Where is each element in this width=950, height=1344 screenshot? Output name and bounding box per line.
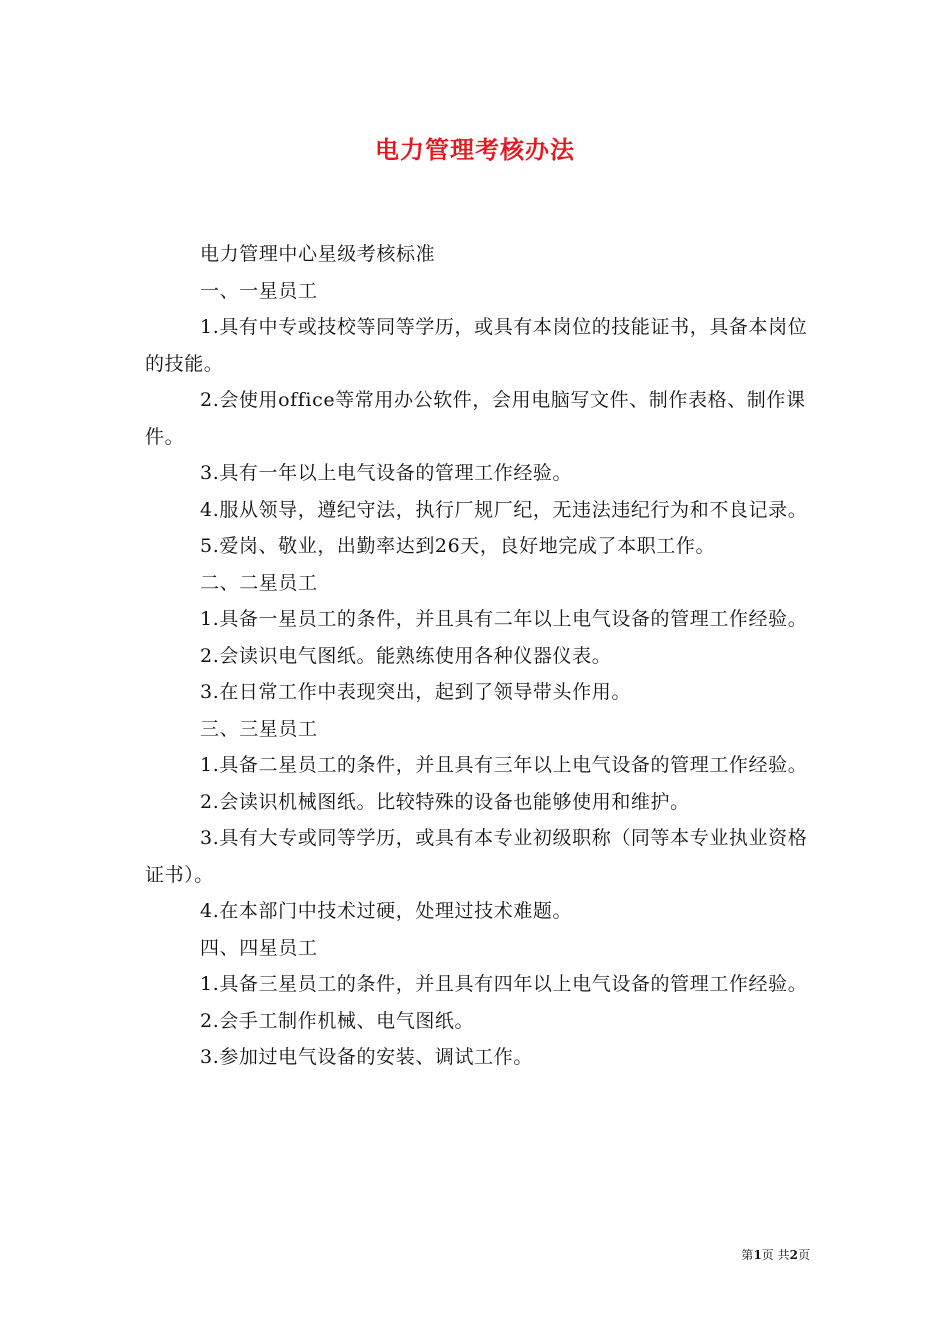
paragraph: 1.具有中专或技校等同等学历，或具有本岗位的技能证书，具备本岗位的技能。	[145, 316, 808, 375]
paragraph: 4.在本部门中技术过硬，处理过技术难题。	[200, 900, 573, 922]
page-footer	[741, 1246, 810, 1264]
footer-middle: 页 共	[761, 1248, 790, 1262]
paragraph: 4.服从领导，遵纪守法，执行厂规厂纪，无违法违纪行为和不良记录。	[200, 498, 808, 521]
section-heading-three-star: 三、三星员工	[200, 717, 318, 740]
paragraph: 2.会手工制作机械、电气图纸。	[200, 1009, 475, 1032]
paragraph: 2.会使用office等常用办公软件，会用电脑写文件、制作表格、制作课件。	[145, 389, 806, 448]
paragraph: 3.参加过电气设备的安装、调试工作。	[200, 1046, 533, 1068]
section-heading-two-star: 二、二星员工	[200, 571, 318, 594]
document-body	[145, 236, 810, 1076]
paragraph: 1.具备三星员工的条件，并且具有四年以上电气设备的管理工作经验。	[200, 973, 808, 995]
footer-prefix: 第	[741, 1248, 754, 1262]
paragraph: 1.具备二星员工的条件，并且具有三年以上电气设备的管理工作经验。	[200, 754, 808, 776]
paragraph: 2.会读识电气图纸。能熟练使用各种仪器仪表。	[200, 644, 612, 667]
footer-suffix: 页	[797, 1248, 810, 1262]
document-title: 电力管理考核办法	[375, 135, 575, 164]
current-page-number: 1	[753, 1248, 762, 1262]
paragraph: 3.具有一年以上电气设备的管理工作经验。	[200, 462, 573, 484]
paragraph: 3.在日常工作中表现突出，起到了领导带头作用。	[200, 681, 631, 703]
section-heading-one-star: 一、一星员工	[200, 279, 318, 302]
paragraph: 2.会读识机械图纸。比较特殊的设备也能够使用和维护。	[200, 790, 690, 813]
paragraph: 5.爱岗、敬业，出勤率达到26天，良好地完成了本职工作。	[200, 535, 716, 557]
total-page-number: 2	[789, 1248, 798, 1262]
paragraph: 1.具备一星员工的条件，并且具有二年以上电气设备的管理工作经验。	[200, 608, 808, 630]
section-heading-four-star: 四、四星员工	[200, 936, 318, 959]
paragraph: 3.具有大专或同等学历，或具有本专业初级职称（同等本专业执业资格证书）。	[145, 827, 808, 886]
paragraph-heading: 电力管理中心星级考核标准	[200, 243, 436, 265]
